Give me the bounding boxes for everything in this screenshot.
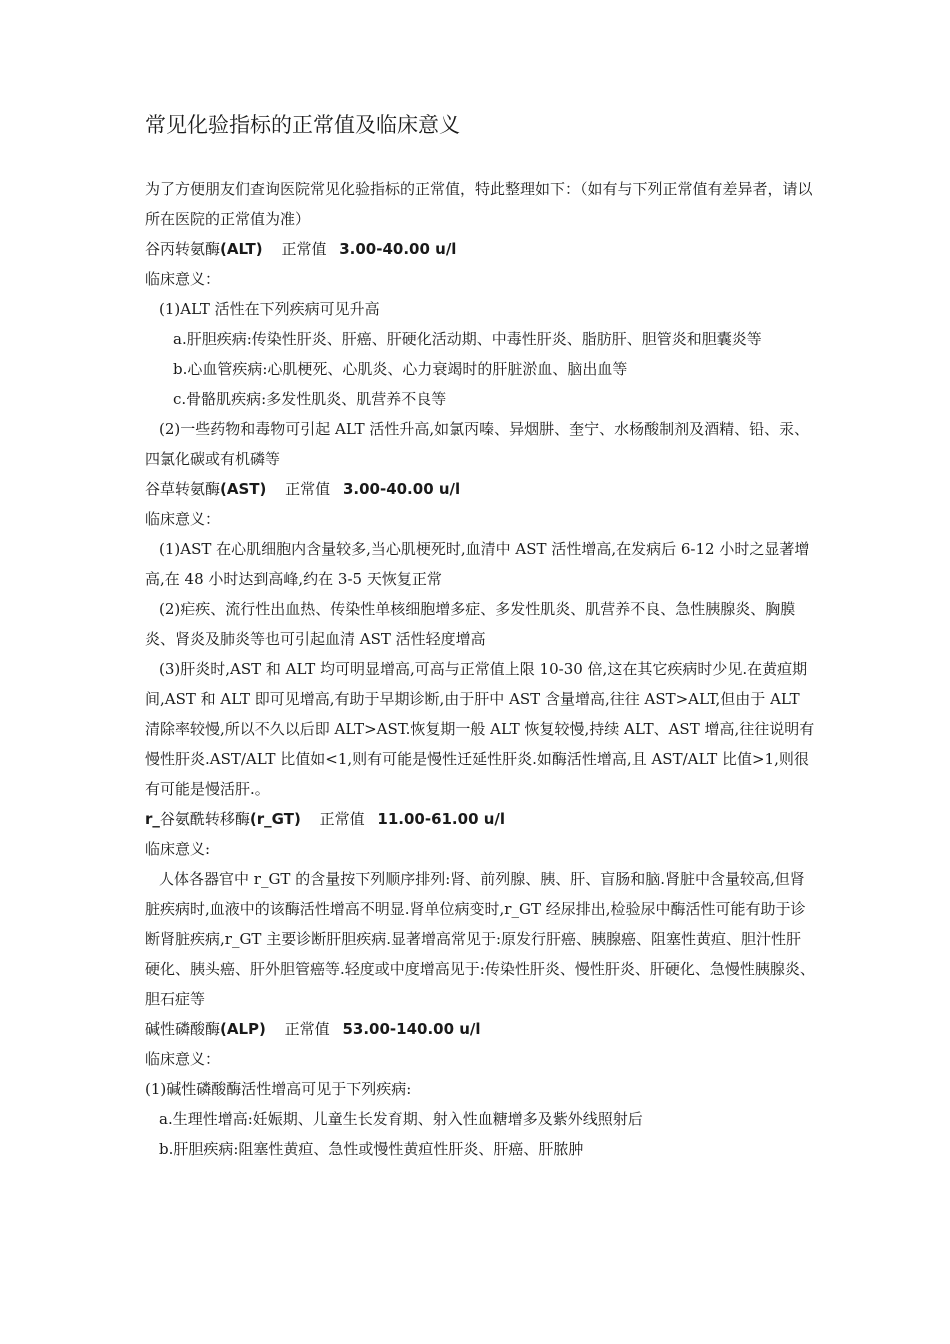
ggt-prefix: r_ — [145, 810, 160, 828]
ggt-point-1: 人体各器官中 r_GT 的含量按下列顺序排列:肾、前列腺、胰、肝、盲肠和脑.肾脏中含量较高,但肾脏疾病时,血液中的该酶活性增高不明显.肾单位病变时,r_GT 经尿排出,检验尿中酶活性可能有助于诊断肾脏疾病,r_GT 主要诊断肝胆疾病.显著增高常见于:原发行肝癌、胰腺癌、阻塞性黄疸、胆汁性肝硬化、胰头癌、肝外胆管癌等.轻度或中度增高见于:传染性肝炎、慢性肝炎、肝硬化、急慢性胰腺炎、胆石症等 — [145, 870, 815, 1008]
ast-clinical-label: 临床意义： — [145, 510, 221, 528]
alp-point-1b: b.肝胆疾病:阻塞性黄疸、急性或慢性黄疸性肝炎、肝癌、肝脓肿 — [159, 1140, 584, 1158]
alp-name: 碱性磷酸酶 — [145, 1020, 221, 1038]
alp-normal-label: 正常值 — [284, 1020, 330, 1038]
alt-point-2: (2)一些药物和毒物可引起 ALT 活性升高,如氯丙嗪、异烟肼、奎宁、水杨酸制剂及酒精、铅、汞、四氯化碳或有机磷等 — [145, 420, 810, 468]
ast-name: 谷草转氨酶 — [145, 480, 221, 498]
document-page — [145, 108, 815, 1164]
alt-point-1b: b.心血管疾病:心肌梗死、心肌炎、心力衰竭时的肝脏淤血、脑出血等 — [173, 360, 628, 378]
ggt-normal-value: 11.00-61.00 u/l — [377, 810, 506, 828]
ast-normal-label: 正常值 — [285, 480, 331, 498]
alt-normal-label: 正常值 — [281, 240, 327, 258]
alp-abbr: (ALP) — [220, 1020, 266, 1038]
ast-point-2: (2)疟疾、流行性出血热、传染性单核细胞增多症、多发性肌炎、肌营养不良、急性胰腺炎、胸膜炎、肾炎及肺炎等也可引起血清 AST 活性轻度增高 — [145, 600, 796, 648]
ggt-clinical-label: 临床意义: — [145, 840, 211, 858]
alp-point-1: (1)碱性磷酸酶活性增高可见于下列疾病: — [145, 1080, 412, 1098]
ggt-name: 谷氨酰转移酶 — [159, 810, 250, 828]
ggt-normal-label: 正常值 — [319, 810, 365, 828]
ast-normal-value: 3.00-40.00 u/l — [342, 480, 461, 498]
alp-heading — [145, 1014, 815, 1044]
alt-heading — [145, 234, 815, 264]
alt-point-1c: c.骨骼肌疾病:多发性肌炎、肌营养不良等 — [173, 390, 447, 408]
alt-normal-value: 3.00-40.00 u/l — [339, 240, 457, 258]
alp-clinical-label: 临床意义： — [145, 1050, 221, 1068]
alt-point-1a: a.肝胆疾病:传染性肝炎、肝癌、肝硬化活动期、中毒性肝炎、脂肪肝、胆管炎和胆囊炎等 — [173, 330, 762, 348]
alt-name: 谷丙转氨酶 — [145, 240, 221, 258]
alt-abbr: (ALT) — [220, 240, 263, 258]
page-title: 常见化验指标的正常值及临床意义 — [145, 113, 460, 137]
alp-point-1a: a.生理性增高:妊娠期、儿童生长发育期、射入性血糖增多及紫外线照射后 — [159, 1110, 643, 1128]
ast-point-1: (1)AST 在心肌细胞内含量较多,当心肌梗死时,血清中 AST 活性增高,在发病后 6-12 小时之显著增高,在 48 小时达到高峰,约在 3-5 天恢复正常 — [145, 540, 810, 588]
ast-abbr: (AST) — [220, 480, 267, 498]
ggt-abbr: (r_GT) — [249, 810, 301, 828]
alt-clinical-label: 临床意义： — [145, 270, 221, 288]
alp-normal-value: 53.00-140.00 u/l — [342, 1020, 481, 1038]
ast-point-3: (3)肝炎时,AST 和 ALT 均可明显增高,可高与正常值上限 10-30 倍,这在其它疾病时少见.在黄疸期间,AST 和 ALT 即可见增高,有助于早期诊断,由于肝中 AST 含量增高,往往 AST>ALT,但由于 ALT 清除率较慢,所以不久以后即 ALT>AST.恢复期一般 ALT 恢复较慢,持续 ALT、AST 增高,往往说明有慢性肝炎.AST/ALT 比值如<1,则有可能是慢性迁延性肝炎.如酶活性增高,且 AST/ALT 比值>1,则很有可能是慢活肝.。 — [145, 660, 815, 798]
ast-heading — [145, 474, 815, 504]
intro-paragraph: 为了方便朋友们查询医院常见化验指标的正常值，特此整理如下：（如有与下列正常值有差异者，请以所在医院的正常值为准） — [145, 180, 813, 228]
alt-point-1: (1)ALT 活性在下列疾病可见升高 — [159, 300, 380, 318]
ggt-heading — [145, 804, 815, 834]
